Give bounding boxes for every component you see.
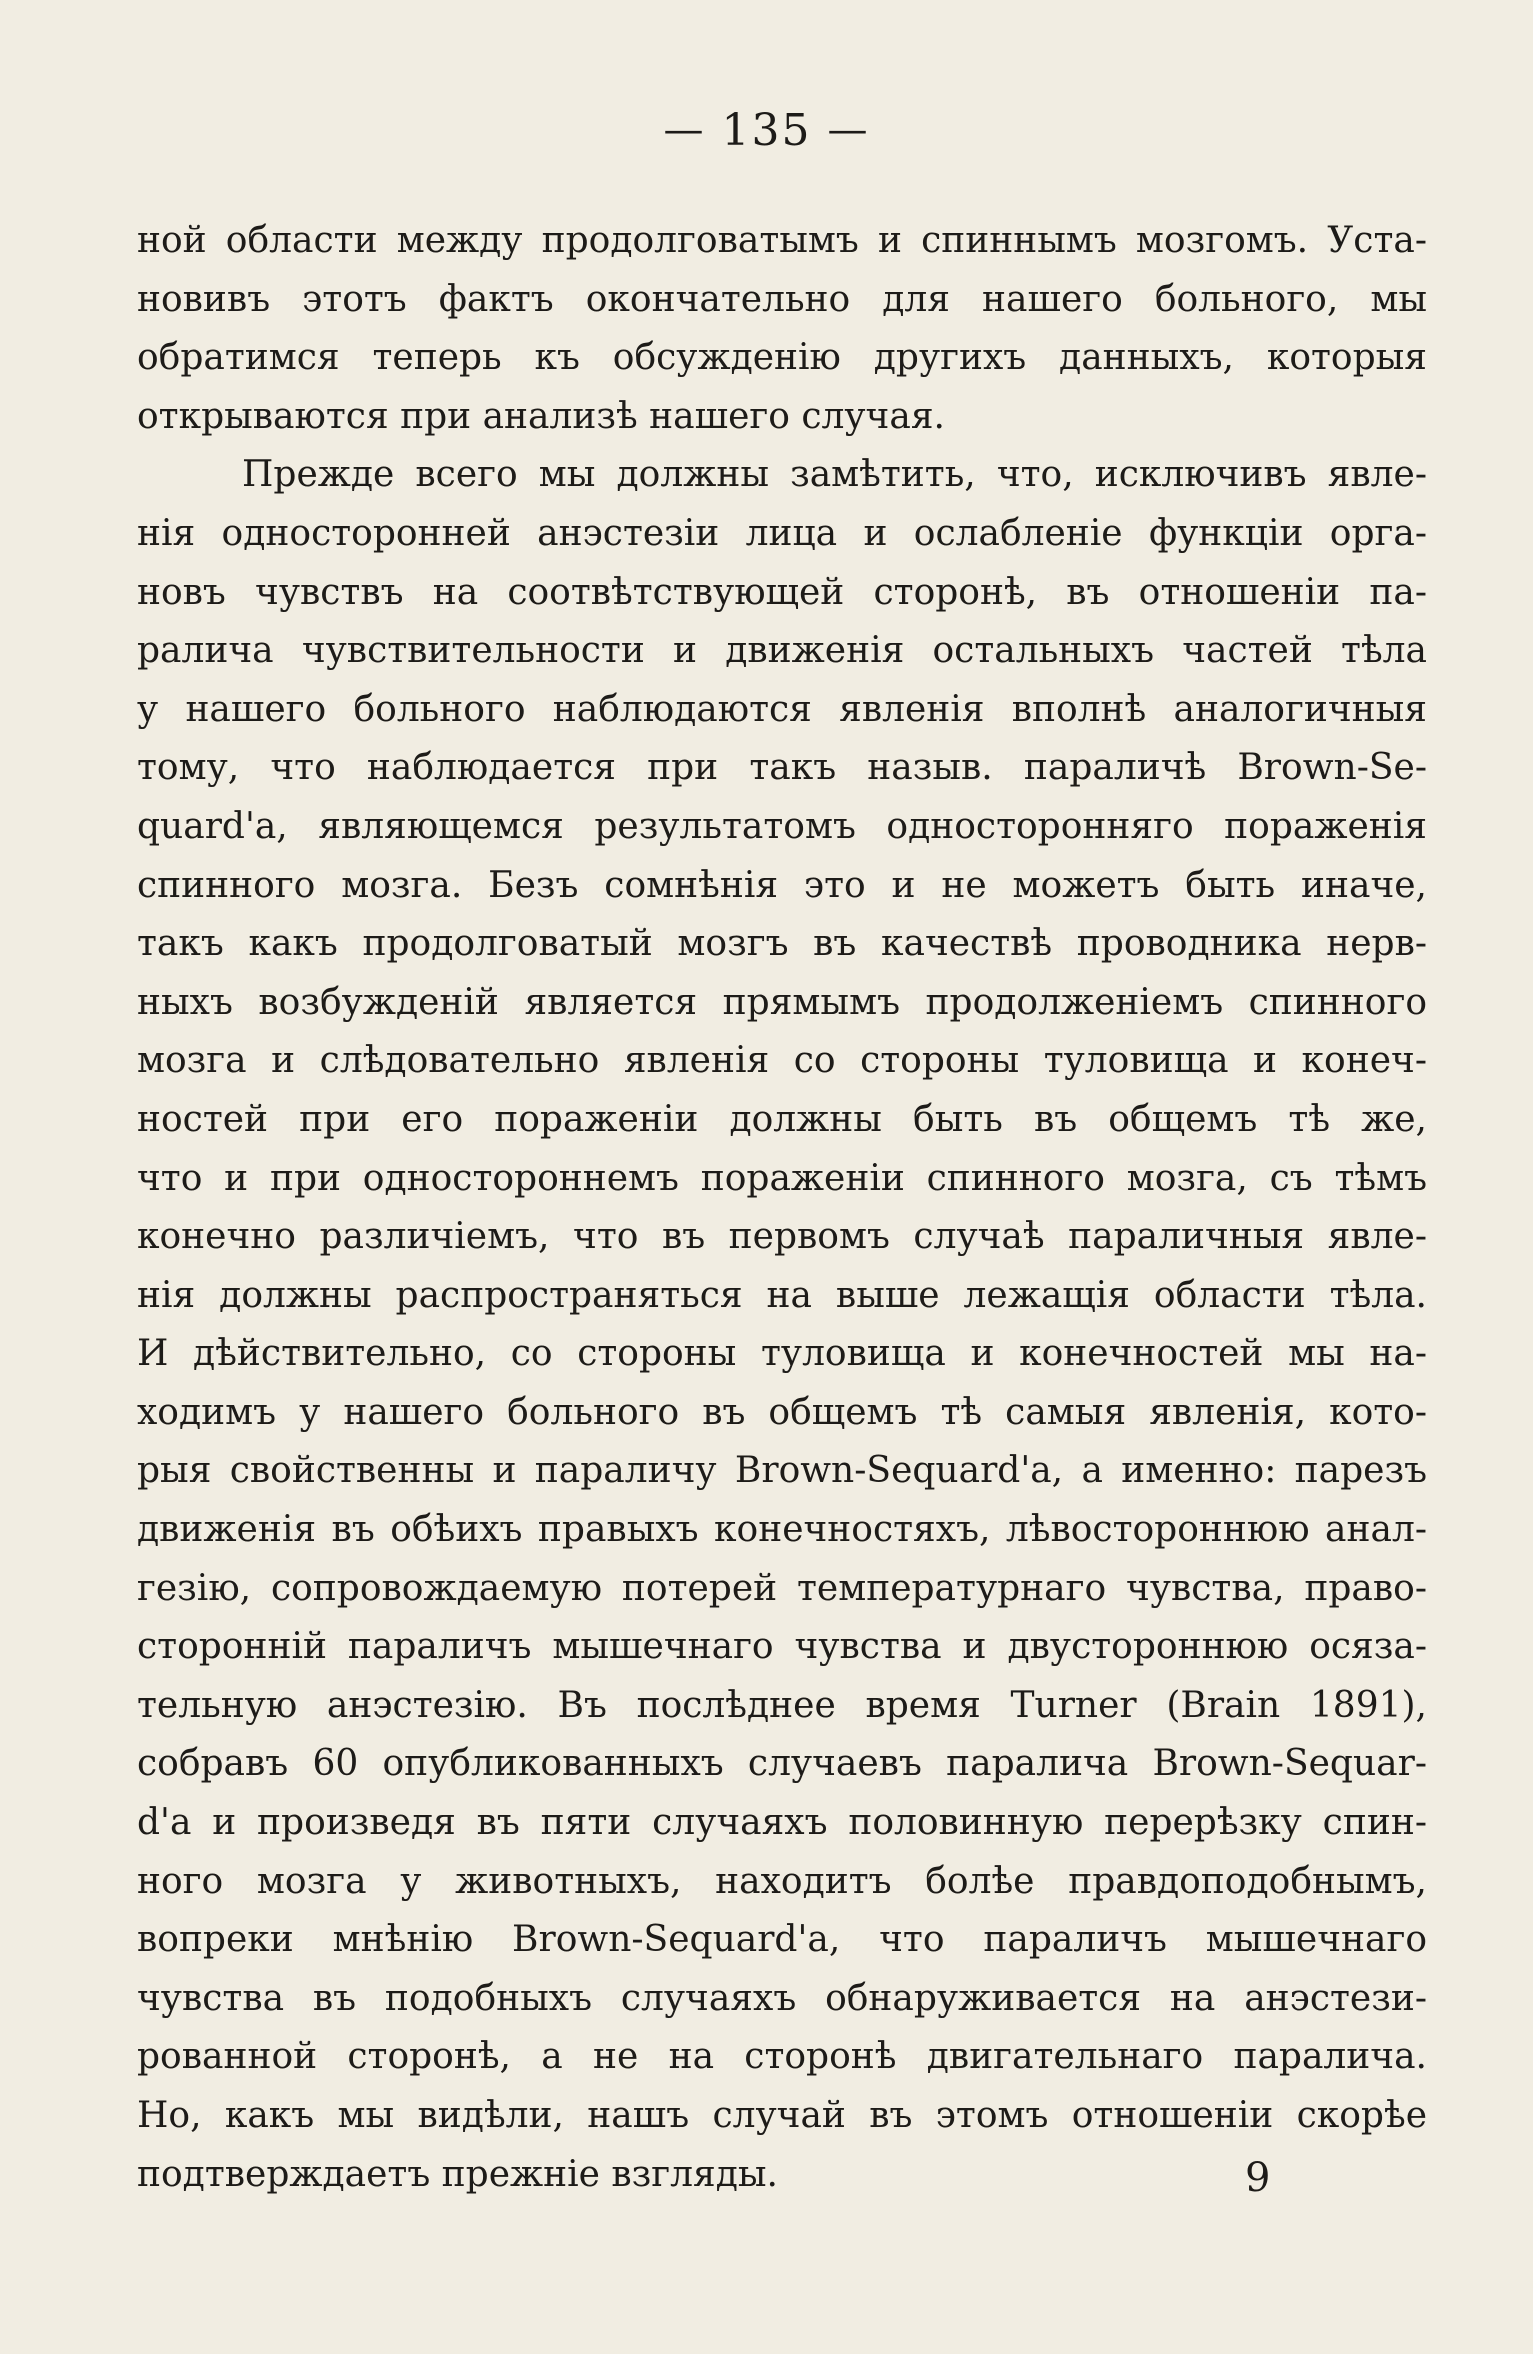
- body-text: [137, 212, 1427, 2204]
- text-line: мозга и слѣдовательно явленія со стороны туловища и конеч-: [137, 1040, 1427, 1082]
- text-line: ралича чувствительности и движенія остальныхъ частей тѣла: [137, 630, 1427, 672]
- text-line: сторонній параличъ мышечнаго чувства и двустороннюю осяза-: [137, 1626, 1427, 1668]
- text-line: рованной сторонѣ, а не на сторонѣ двигательнаго паралича.: [137, 2036, 1427, 2078]
- text-line: обратимся теперь къ обсужденію другихъ данныхъ, которыя: [137, 337, 1427, 379]
- signature-mark: 9: [1245, 2155, 1271, 2201]
- text-line: ной области между продолговатымъ и спиннымъ мозгомъ. Уста-: [137, 220, 1427, 261]
- header-dash-right: —: [827, 107, 870, 153]
- text-line: гезію, сопровождаемую потерей температурнаго чувства, право-: [137, 1567, 1427, 1609]
- paragraph-first-line: Прежде всего мы должны замѣтить, что, исключивъ явле-: [242, 454, 1427, 496]
- text-line: конечно различіемъ, что въ первомъ случаѣ параличныя явле-: [137, 1216, 1427, 1258]
- text-line: такъ какъ продолговатый мозгъ въ качествѣ проводника нерв-: [137, 923, 1427, 965]
- text-line: d'a и произведя въ пяти случаяхъ половинную перерѣзку спин-: [137, 1802, 1427, 1844]
- text-line: рыя свойственны и параличу Brown-Sequard'a, а именно: парезъ: [137, 1450, 1427, 1492]
- text-line: И дѣйствительно, со стороны туловища и конечностей мы на-: [137, 1333, 1427, 1375]
- page-header: [0, 100, 1533, 161]
- text-line: нія должны распространяться на выше лежащія области тѣла.: [137, 1274, 1427, 1316]
- text-line: Но, какъ мы видѣли, нашъ случай въ этомъ отношеніи скорѣе: [137, 2095, 1427, 2136]
- text-line: ного мозга у животныхъ, находитъ болѣе правдоподобнымъ,: [137, 1860, 1427, 1902]
- text-line: тому, что наблюдается при такъ назыв. параличѣ Brown-Se-: [137, 747, 1427, 789]
- text-line: новивъ этотъ фактъ окончательно для нашего больного, мы: [137, 278, 1427, 320]
- text-line: новъ чувствъ на соотвѣтствующей сторонѣ, въ отношеніи па-: [137, 571, 1427, 613]
- text-line: подтверждаетъ прежніе взгляды.: [137, 2153, 779, 2195]
- text-line: движенія въ обѣихъ правыхъ конечностяхъ, лѣвостороннюю анал-: [137, 1509, 1427, 1551]
- text-line: вопреки мнѣнію Brown-Sequard'a, что параличъ мышечнаго: [137, 1919, 1427, 1961]
- text-line: quard'a, являющемся результатомъ односторонняго пораженія: [137, 805, 1427, 847]
- text-line: что и при одностороннемъ пораженіи спинного мозга, съ тѣмъ: [137, 1157, 1427, 1199]
- text-line: собравъ 60 опубликованныхъ случаевъ паралича Brown-Sequar-: [137, 1743, 1427, 1785]
- page-number: 135: [721, 105, 812, 156]
- header-dash-left: —: [663, 107, 706, 153]
- text-line: открываются при анализѣ нашего случая.: [137, 395, 945, 437]
- text-line: чувства въ подобныхъ случаяхъ обнаруживается на анэстези-: [137, 1977, 1427, 2019]
- text-line: нія односторонней анэстезіи лица и ослабленіе функціи орга-: [137, 512, 1427, 554]
- text-line: ностей при его пораженіи должны быть въ общемъ тѣ же,: [137, 1098, 1427, 1140]
- text-line: ходимъ у нашего больного въ общемъ тѣ самыя явленія, кото-: [137, 1391, 1427, 1433]
- text-line: спинного мозга. Безъ сомнѣнія это и не можетъ быть иначе,: [137, 864, 1427, 906]
- text-line: тельную анэстезію. Въ послѣднее время Turner (Brain 1891),: [137, 1684, 1427, 1726]
- text-line: у нашего больного наблюдаются явленія вполнѣ аналогичныя: [137, 688, 1427, 730]
- text-line: ныхъ возбужденій является прямымъ продолженіемъ спинного: [137, 981, 1427, 1023]
